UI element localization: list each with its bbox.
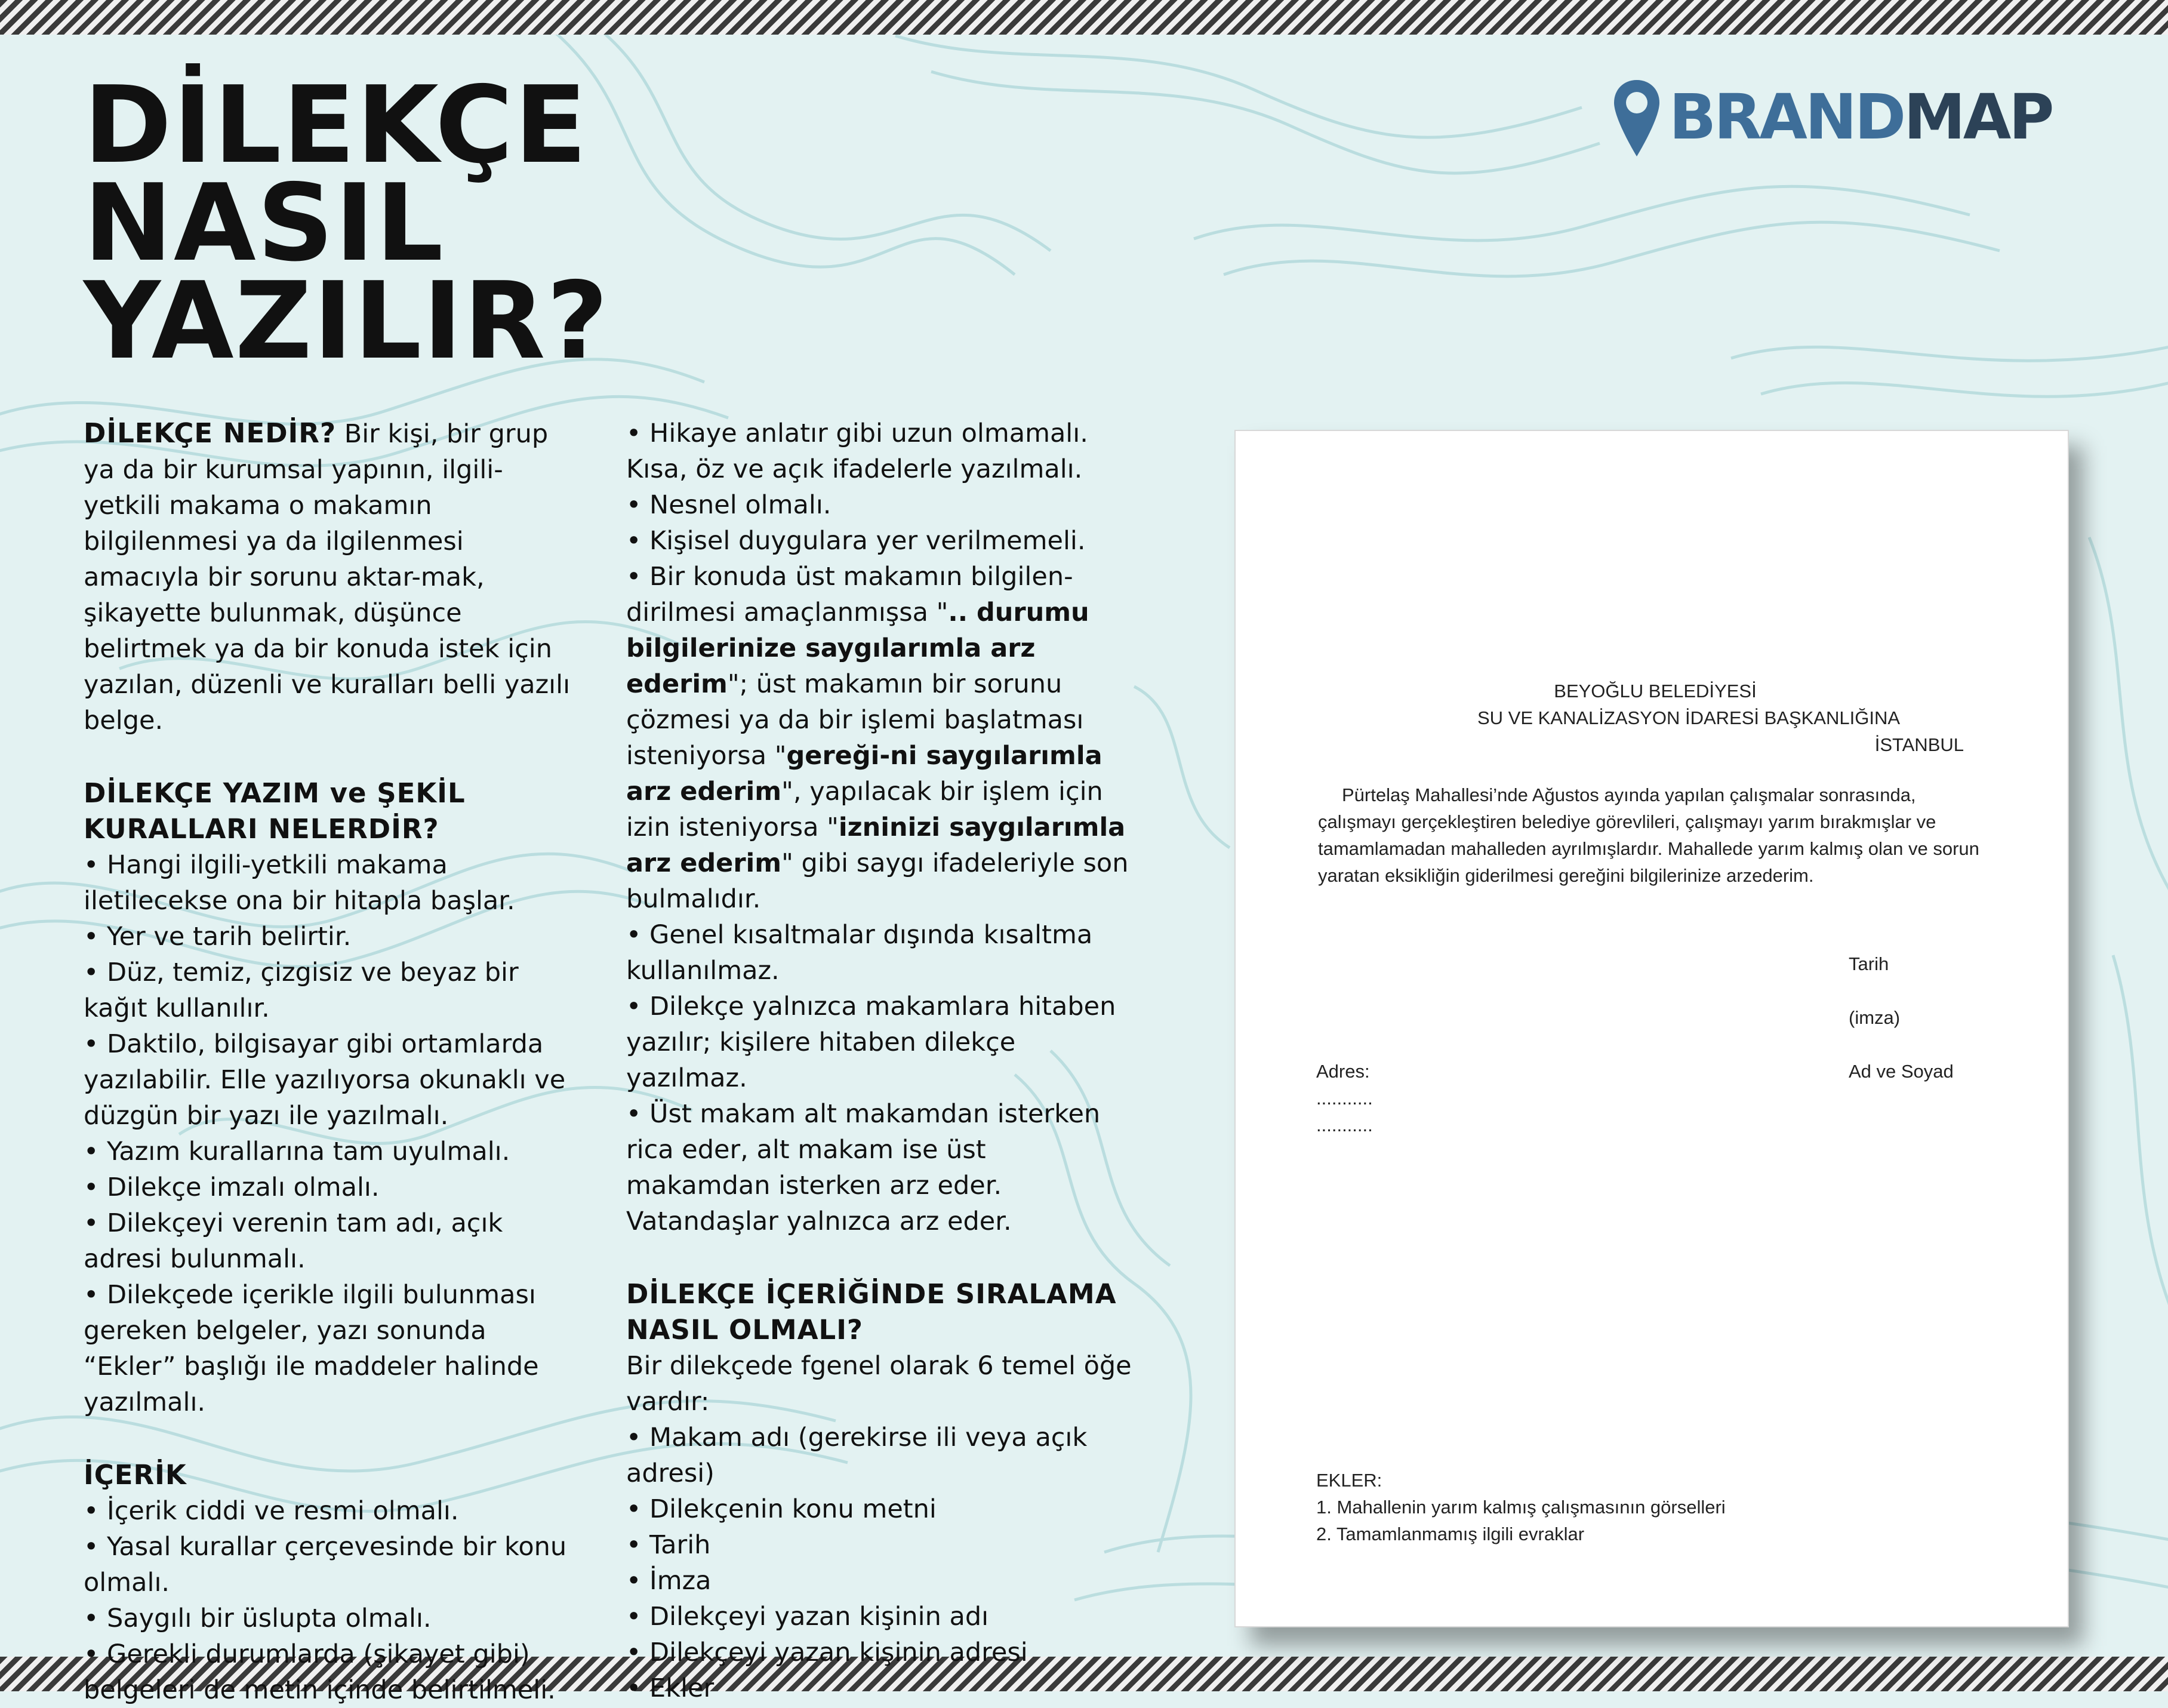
recipient-line-1: BEYOĞLU BELEDİYESİ xyxy=(1554,681,1757,701)
logo-map-text: MAP xyxy=(1904,81,2052,153)
rules-heading-line-2: KURALLARI NELERDİR? xyxy=(84,813,439,845)
closing-phrase-item xyxy=(626,559,1134,917)
order-item: • Dilekçenin konu metni xyxy=(626,1494,937,1524)
rule-item: • Yer ve tarih belirtir. xyxy=(84,922,352,952)
phrase-bold: izninizi saygılarımla arz ederim xyxy=(626,813,1126,878)
order-item: • İmza xyxy=(626,1566,712,1596)
guideline-item: • Nesnel olmalı. xyxy=(626,490,832,520)
order-heading-line-1: DİLEKÇE İÇERİĞİNDE SIRALAMA xyxy=(626,1278,1117,1310)
content-item: • Yasal kurallar çerçevesinde bir konu olmalı. xyxy=(84,1532,567,1598)
recipient-line-2: SU VE KANALİZASYON İDARESİ BAŞKANLIĞINA xyxy=(1477,707,1901,728)
title-line-1: DİLEKÇE xyxy=(84,63,589,187)
title-line-2: NASIL xyxy=(84,161,445,285)
attachments-label: EKLER: xyxy=(1316,1470,1382,1491)
order-item: • Dilekçeyi yazan kişinin adresi xyxy=(626,1638,1028,1667)
guideline-item: • Dilekçe yalnızca makamlara hitaben yazılır; kişilere hitaben dilekçe yazılmaz. xyxy=(626,992,1116,1093)
order-intro: Bir dilekçede fgenel olarak 6 temel öğe vardır: xyxy=(626,1351,1132,1417)
date-label: Tarih xyxy=(1849,953,1889,974)
phrase-text: " gibi saygı ifadeleriyle son bulmalıdır. xyxy=(626,848,1129,914)
brandmap-logo xyxy=(1612,78,2065,167)
phrase-text: "; üst makamın bir sorunu çözmesi ya da bir işlemi başlatması isteniyorsa " xyxy=(626,669,1084,771)
recipient-city: İSTANBUL xyxy=(1874,734,1964,755)
definition-paragraph xyxy=(84,416,579,738)
rule-item: • Dilekçede içerikle ilgili bulunması gereken belgeler, yazı sonunda “Ekler” başlığı ile maddeler halinde yazılmalı. xyxy=(84,1280,539,1417)
guideline-item: • Hikaye anlatır gibi uzun olmamalı. Kısa, öz ve açık ifadelerle yazılmalı. xyxy=(626,418,1088,484)
petition-body-text: Pürtelaş Mahallesi’nde Ağustos ayında yapılan çalışmalar sonrasında, çalışmayı gerçekleştiren belediye görevlileri, çalışmayı yarım bırakmışlar ve tamamlamadan mahalleden ayrılmışlardır. Mahallede yarım kalmış olan ve sorun yaratan eksikliğin giderilmesi gereğini bilgilerinize arzederim. xyxy=(1318,784,1979,886)
phrase-bold: gereği-ni saygılarımla arz ederim xyxy=(626,741,1103,807)
page-title xyxy=(84,63,609,383)
map-pin-icon xyxy=(1612,78,1662,161)
logo-wordmark xyxy=(1669,81,2052,153)
content-heading: İÇERİK xyxy=(84,1459,187,1491)
title-line-3: YAZILIR? xyxy=(84,259,609,383)
address-line: ........... xyxy=(1316,1115,1373,1135)
phrase-text: • Bir konuda üst makamın bilgilen-dirilmesi amaçlanmışsa " xyxy=(626,562,1073,627)
content-item: • Gerekli durumlarda (şikayet gibi) belgeleri de metin içinde belirtilmeli. xyxy=(84,1639,556,1705)
petition-body xyxy=(1318,781,1998,889)
attachment-item: 1. Mahallenin yarım kalmış çalışmasının görselleri xyxy=(1316,1497,1726,1518)
left-text-column xyxy=(84,416,579,1708)
address-line: ........... xyxy=(1316,1088,1373,1109)
phrase-bold: .. durumu bilgilerinize saygılarımla arz ederim xyxy=(626,598,1089,699)
order-item: • Makam adı (gerekirse ili veya açık adresi) xyxy=(626,1423,1088,1488)
rule-item: • Dilekçeyi verenin tam adı, açık adresi bulunmalı. xyxy=(84,1208,503,1274)
guideline-item: • Kişisel duygulara yer verilmemeli. xyxy=(626,526,1086,556)
guideline-item: • Genel kısaltmalar dışında kısaltma kullanılmaz. xyxy=(626,920,1093,986)
right-text-column xyxy=(626,416,1134,1706)
rule-item: • Düz, temiz, çizgisiz ve beyaz bir kağıt kullanılır. xyxy=(84,958,519,1023)
phrase-text: ", yapılacak bir işlem için izin isteniyorsa " xyxy=(626,777,1103,842)
content-item: • İçerik ciddi ve resmi olmalı. xyxy=(84,1496,459,1526)
rules-heading-line-1: DİLEKÇE YAZIM ve ŞEKİL xyxy=(84,777,466,809)
order-item: • Ekler xyxy=(626,1673,715,1703)
address-label: Adres: xyxy=(1316,1061,1370,1082)
sample-petition-document xyxy=(1234,430,2069,1627)
order-heading-line-2: NASIL OLMALI? xyxy=(626,1314,864,1346)
top-stripe-border xyxy=(0,0,2168,35)
definition-heading: DİLEKÇE NEDİR? xyxy=(84,417,337,449)
rule-item: • Hangi ilgili-yetkili makama iletilecekse ona bir hitapla başlar. xyxy=(84,850,515,916)
name-label: Ad ve Soyad xyxy=(1849,1061,1954,1082)
order-item: • Tarih xyxy=(626,1530,711,1560)
rule-item: • Yazım kurallarına tam uyulmalı. xyxy=(84,1137,510,1167)
signature-label: (imza) xyxy=(1849,1007,1901,1028)
rule-item: • Dilekçe imzalı olmalı. xyxy=(84,1172,380,1202)
order-item: • Dilekçeyi yazan kişinin adı xyxy=(626,1602,989,1632)
logo-brand-text: BRAND xyxy=(1669,81,1904,153)
guideline-item: • Üst makam alt makamdan isterken rica eder, alt makam ise üst makamdan isterken arz eder. Vatandaşlar yalnızca arz eder. xyxy=(626,1099,1101,1236)
attachment-item: 2. Tamamlanmamış ilgili evraklar xyxy=(1316,1524,1585,1544)
rule-item: • Daktilo, bilgisayar gibi ortamlarda yazılabilir. Elle yazılıyorsa okunaklı ve düzgün bir yazı ile yazılmalı. xyxy=(84,1029,566,1131)
content-item: • Saygılı bir üslupta olmalı. xyxy=(84,1604,432,1633)
definition-text: Bir kişi, bir grup ya da bir kurumsal yapının, ilgili-yetkili makama o makamın bilgilenmesi ya da ilgilenmesi amacıyla bir sorunu aktar-mak, şikayette bulunmak, düşünce belirtmek ya da bir konuda istek için yazılan, düzenli ve kuralları belli yazılı belge. xyxy=(84,419,571,735)
